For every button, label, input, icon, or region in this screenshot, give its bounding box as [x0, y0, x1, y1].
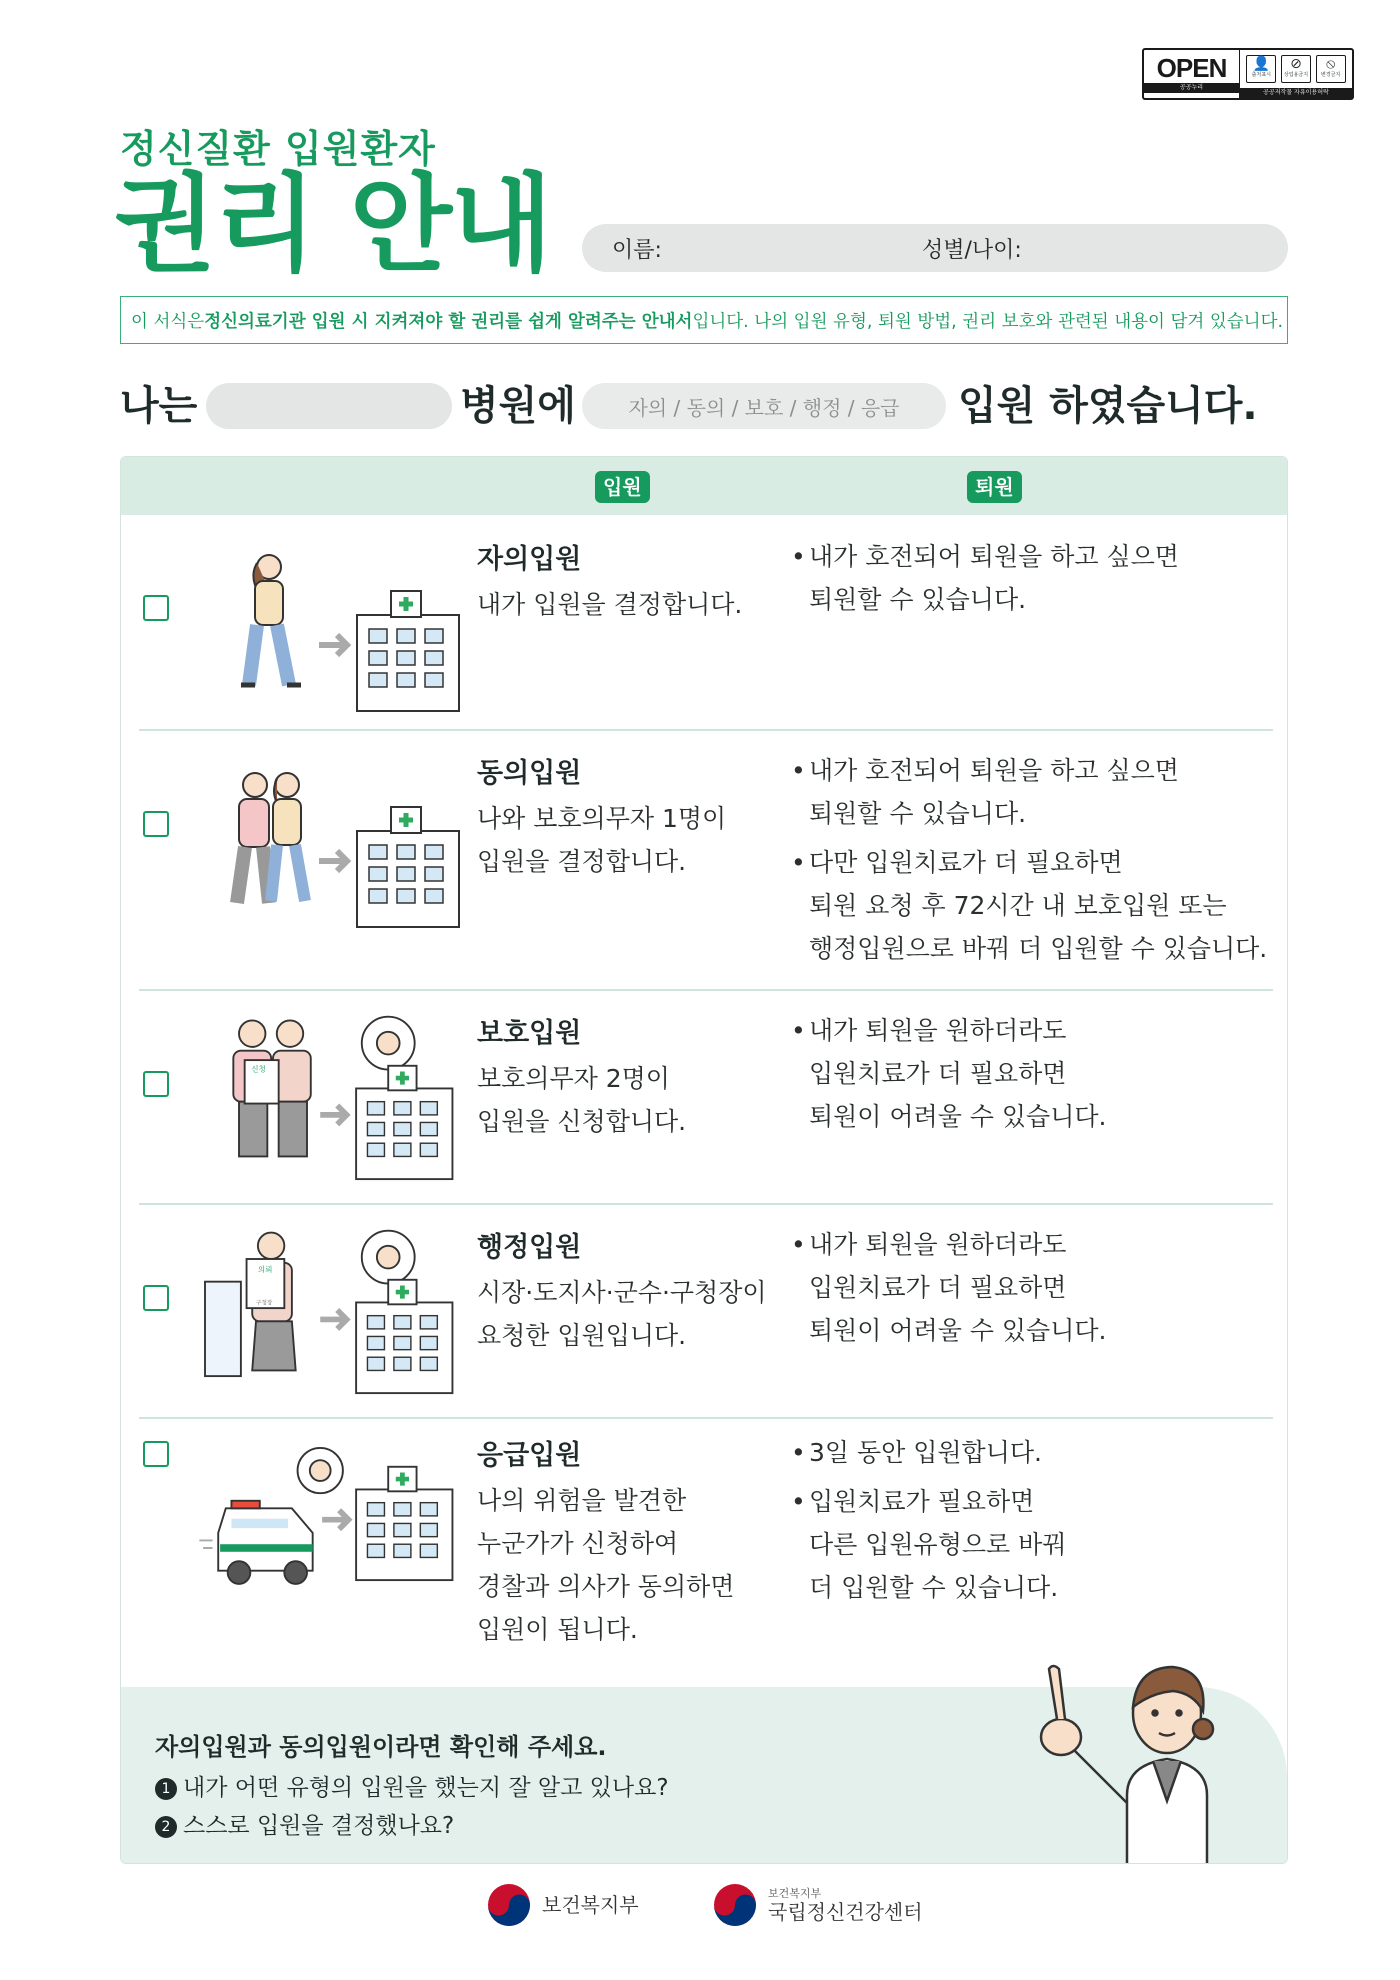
- doctor-illustration: [997, 1633, 1257, 1864]
- row-checkbox[interactable]: [143, 811, 169, 837]
- walking-person-illustration: [191, 545, 491, 715]
- row-description: 내가 입원을 결정합니다.: [477, 590, 743, 619]
- no-commercial-icon: ⊘ 상업용금지: [1281, 55, 1311, 83]
- note-item: 1 내가 어떤 유형의 입원을 했는지 잘 알고 있나요?: [155, 1769, 669, 1802]
- row-description: 보호의무자 2명이 입원을 신청합니다.: [477, 1064, 687, 1136]
- list-item: • 내가 퇴원을 원하더라도 입원치료가 더 필요하면 퇴원이 어려울 수 있습니다.: [791, 1223, 1281, 1352]
- taegeuk-icon: [712, 1882, 758, 1928]
- intro-box: [120, 296, 1288, 344]
- row-discharge-info: [791, 749, 1281, 976]
- two-people-illustration: [191, 761, 491, 931]
- row-discharge-info: [791, 535, 1281, 627]
- note-title: 자의입원과 동의입원이라면 확인해 주세요.: [155, 1733, 607, 1761]
- hospital-icon: [356, 1280, 452, 1393]
- list-item: • 3일 동안 입원합니다.: [791, 1431, 1281, 1474]
- admission-prefix: 나는: [120, 383, 198, 429]
- row-checkbox[interactable]: [143, 1441, 169, 1467]
- name-gender-field[interactable]: [582, 224, 1288, 272]
- item-number: 2: [155, 1816, 177, 1838]
- list-item: • 내가 퇴원을 원하더라도 입원치료가 더 필요하면 퇴원이 어려울 수 있습니다.: [791, 1009, 1281, 1138]
- license-footer: 공공저작물 자유이용허락: [1240, 88, 1352, 98]
- official-illustration: [191, 1225, 491, 1395]
- ministry-name: 보건복지부: [542, 1893, 639, 1917]
- admission-header: 입원: [595, 471, 650, 503]
- hospital-name-field[interactable]: [206, 383, 452, 429]
- list-item: • 내가 호전되어 퇴원을 하고 싶으면 퇴원할 수 있습니다.: [791, 535, 1281, 621]
- admission-sentence: [120, 378, 1300, 434]
- open-word: OPEN: [1156, 53, 1227, 83]
- row-title: 행정입원: [477, 1232, 582, 1263]
- hospital-icon: [357, 807, 459, 927]
- center-logo: [712, 1882, 923, 1928]
- table-row: [121, 1205, 1287, 1417]
- intro-bold: 정신의료기관 입원 시 지켜져야 할 권리를 쉽게 알려주는 안내서: [204, 311, 693, 332]
- row-checkbox[interactable]: [143, 595, 169, 621]
- open-logo: [1144, 50, 1240, 98]
- admission-middle: 병원에: [460, 383, 576, 429]
- hospital-icon: [356, 1066, 452, 1179]
- row-title: 동의입원: [477, 758, 582, 789]
- admission-type-field[interactable]: 자의 / 동의 / 보호 / 행정 / 응급: [582, 383, 946, 429]
- row-title: 응급입원: [477, 1440, 582, 1471]
- doc-sign: 구청장: [256, 1300, 273, 1307]
- item-number: 1: [155, 1778, 177, 1800]
- row-discharge-info: [791, 1431, 1281, 1615]
- center-name: 보건복지부 국립정신건강센터: [768, 1887, 923, 1924]
- row-checkbox[interactable]: [143, 1285, 169, 1311]
- row-description: 나의 위험을 발견한 누군가가 신청하여 경찰과 의사가 동의하면 입원이 됩니다.: [477, 1486, 735, 1644]
- list-item: • 다만 입원치료가 더 필요하면 퇴원 요청 후 72시간 내 보호입원 또는 행정입원으로 바꿔 더 입원할 수 있습니다.: [791, 841, 1281, 970]
- gender-age-label: 성별/나이:: [922, 237, 1022, 263]
- hospital-icon: [357, 591, 459, 711]
- name-label: 이름:: [612, 237, 662, 263]
- table-row: [121, 515, 1287, 729]
- open-license-badge: [1142, 48, 1354, 100]
- intro-suffix: 입니다. 나의 입원 유형, 퇴원 방법, 권리 보호와 관련된 내용이 담겨 있습니다.: [692, 311, 1284, 332]
- ambulance-illustration: [191, 1429, 491, 1599]
- page-title: 권리 안내: [114, 163, 551, 286]
- row-title: 보호입원: [477, 1018, 582, 1049]
- taegeuk-icon: [486, 1882, 532, 1928]
- table-row: [121, 991, 1287, 1203]
- admission-suffix: 입원 하였습니다.: [958, 383, 1258, 429]
- open-sub-label: 공공누리: [1144, 83, 1239, 93]
- list-item: • 내가 호전되어 퇴원을 하고 싶으면 퇴원할 수 있습니다.: [791, 749, 1281, 835]
- no-change-icon: ⦸ 변경금지: [1316, 55, 1346, 83]
- doc-label: 신청: [251, 1064, 266, 1074]
- row-title: 자의입원: [477, 544, 582, 575]
- discharge-header: 퇴원: [967, 471, 1022, 503]
- note-item: 2 스스로 입원을 결정했나요?: [155, 1807, 454, 1840]
- row-discharge-info: [791, 1009, 1281, 1144]
- admission-table: [120, 456, 1288, 1864]
- hospital-icon: [356, 1467, 452, 1580]
- list-item: • 입원치료가 필요하면 다른 입원유형으로 바꿔 더 입원할 수 있습니다.: [791, 1480, 1281, 1609]
- person-icon: 👤 출처표시: [1246, 55, 1276, 83]
- table-row: [121, 731, 1287, 989]
- ministry-logo: [486, 1882, 639, 1928]
- guardians-illustration: [191, 1011, 491, 1181]
- page-subtitle: 정신질환 입원환자: [120, 127, 436, 171]
- row-discharge-info: [791, 1223, 1281, 1358]
- row-description: 시장·도지사·군수·구청장이 요청한 입원입니다.: [477, 1278, 767, 1350]
- table-header: [121, 457, 1287, 515]
- row-description: 나와 보호의무자 1명이 입원을 결정합니다.: [477, 804, 727, 876]
- row-checkbox[interactable]: [143, 1071, 169, 1097]
- doc-label: 의뢰: [257, 1265, 273, 1275]
- intro-prefix: 이 서식은: [131, 311, 205, 332]
